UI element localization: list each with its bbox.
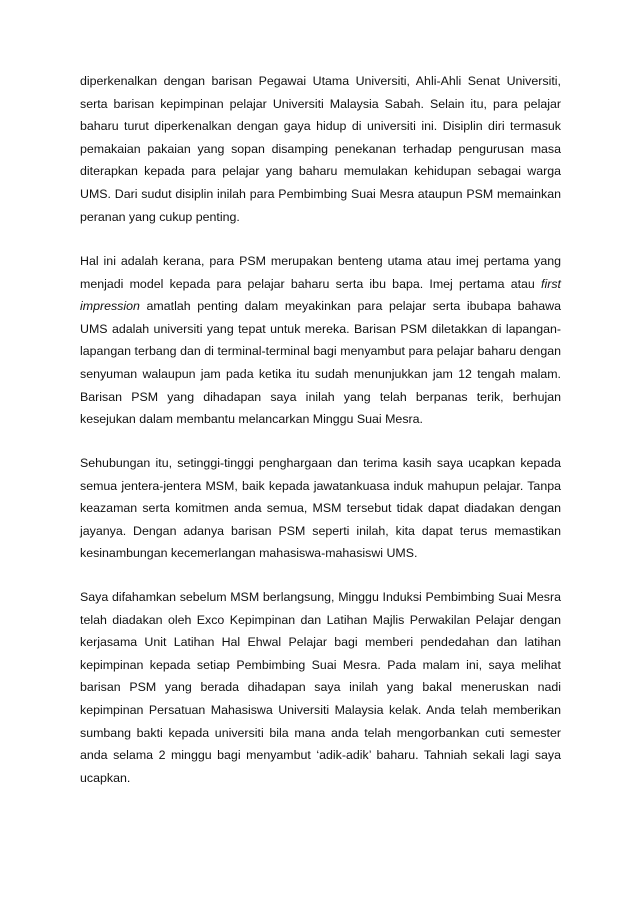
paragraph-1 [80, 70, 561, 228]
paragraph-2-text-before: Hal ini adalah kerana, para PSM merupakan benteng utama atau imej pertama yang menjadi model kepada para pelajar baharu serta ibu bapa. Imej pertama atau [80, 254, 561, 291]
paragraph-3-text: Sehubungan itu, setinggi-tinggi penghargaan dan terima kasih saya ucapkan kepada semua jentera-jentera MSM, baik kepada jawatankuasa induk mahupun pelajar. Tanpa keazaman serta komitmen anda semua, MSM tersebut tidak dapat diadakan dengan jayanya. Dengan adanya barisan PSM seperti inilah, kita dapat terus memastikan kesinambungan kecemerlangan mahasiswa-mahasiswi UMS. [80, 456, 561, 561]
paragraph-2 [80, 250, 561, 431]
paragraph-2-text-after: amatlah penting dalam meyakinkan para pelajar serta ibubapa bahawa UMS adalah universiti yang tepat untuk mereka. Barisan PSM diletakkan di lapangan-lapangan terbang dan di terminal-terminal bagi menyambut para pelajar baharu dengan senyuman walaupun jam pada ketika itu sudah menunjukkan jam 12 tengah malam. Barisan PSM yang dihadapan saya inilah yang telah berpanas terik, berhujan kesejukan dalam membantu melancarkan Minggu Suai Mesra. [80, 299, 561, 427]
paragraph-2-emphasis: first impression [80, 276, 561, 314]
paragraph-3 [80, 452, 561, 565]
paragraph-1-text: diperkenalkan dengan barisan Pegawai Utama Universiti, Ahli-Ahli Senat Universiti, serta barisan kepimpinan pelajar Universiti Malaysia Sabah. Selain itu, para pelajar baharu turut diperkenalkan dengan gaya hidup di universiti ini. Disiplin diri termasuk pemakaian pakaian yang sopan disamping penekanan terhadap pengurusan masa diterapkan kepada para pelajar yang baharu memulakan kehidupan sebagai warga UMS. Dari sudut disiplin inilah para Pembimbing Suai Mesra ataupun PSM memainkan peranan yang cukup penting. [80, 74, 561, 224]
paragraph-4 [80, 586, 561, 789]
paragraph-4-text: Saya difahamkan sebelum MSM berlangsung, Minggu Induksi Pembimbing Suai Mesra telah diadakan oleh Exco Kepimpinan dan Latihan Majlis Perwakilan Pelajar dengan kerjasama Unit Latihan Hal Ehwal Pelajar bagi memberi pendedahan dan latihan kepimpinan kepada setiap Pembimbing Suai Mesra. Pada malam ini, saya melihat barisan PSM yang berada dihadapan saya inilah yang bakal meneruskan nadi kepimpinan Persatuan Mahasiswa Universiti Malaysia kelak. Anda telah memberikan sumbang bakti kepada universiti bila mana anda telah mengorbankan cuti semester anda selama 2 minggu bagi menyambut ‘adik-adik’ baharu. Tahniah sekali lagi saya ucapkan. [80, 590, 561, 785]
paragraph-2-text [80, 250, 561, 431]
